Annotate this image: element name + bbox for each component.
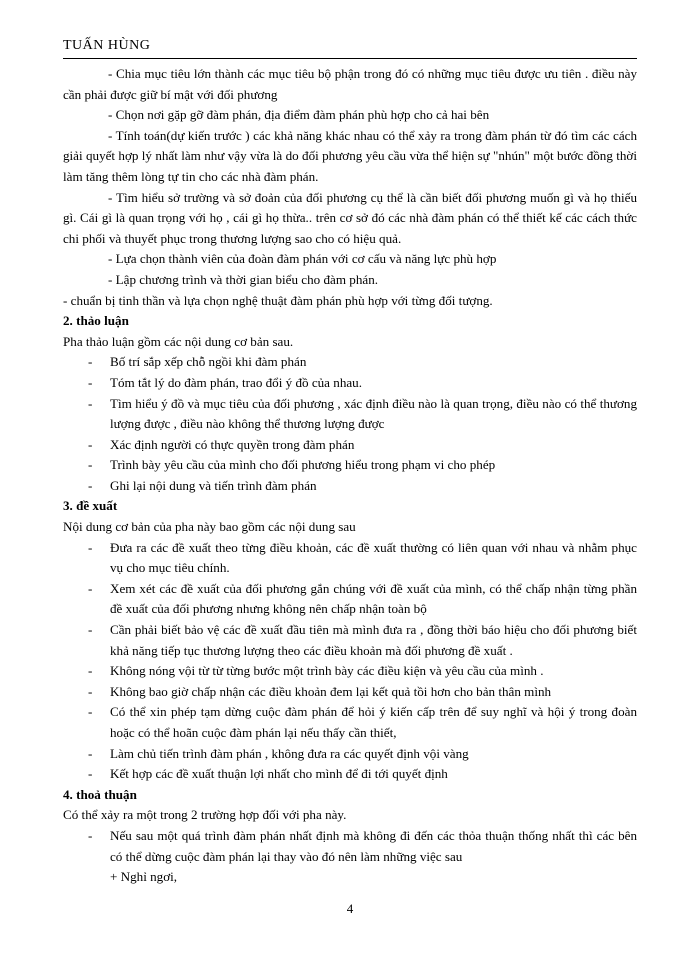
list-item — [63, 744, 637, 765]
list-item-text: Đưa ra các đề xuất theo từng điều khoản, các đề xuất thường có liên quan với nhau và nhằm phục vụ cho mục tiêu chính. — [110, 539, 637, 576]
sub-item — [63, 867, 637, 888]
intro-last-item: - chuẩn bị tinh thần và lựa chọn nghệ thuật đàm phán phù hợp với từng đối tượng. — [63, 292, 493, 308]
list-item-text: Trình bày yêu cầu của mình cho đối phương hiểu trong phạm vi cho phép — [110, 457, 496, 473]
list-item — [63, 476, 637, 497]
dash-marker: - — [88, 395, 93, 411]
section-list — [63, 826, 637, 888]
dash-marker: - — [88, 374, 93, 390]
list-item — [63, 682, 637, 703]
dash-marker: - — [88, 704, 93, 720]
list-item-text: Cần phải biết bảo vệ các đề xuất đầu tiên mà mình đưa ra , đồng thời báo hiệu cho đối phương biết khả năng tiếp tục thương lượng theo các điều khoản mà đối phương đề xuất . — [110, 622, 637, 658]
sub-item-text: + Nghỉ ngơi, — [110, 869, 178, 885]
list-item-text: Kết hợp các đề xuất thuận lợi nhất cho mình để đi tới quyết định — [110, 766, 448, 782]
dash-marker: - — [88, 477, 93, 493]
intro-item: - Tính toán(dự kiến trước ) các khả năng khác nhau có thể xảy ra trong đàm phán từ đó tìm các cách giải quyết hợp lý nhất làm như vậy vừa là do đối phương yêu cầu vừa thể hiện sự "nhún" một bước đồng thời làm tăng thêm lòng tự tin cho các nhà đàm phán. — [63, 127, 637, 184]
dash-marker: - — [88, 354, 93, 370]
dash-marker: - — [88, 766, 93, 782]
list-item — [63, 352, 637, 373]
section-heading: 3. đề xuất — [63, 498, 118, 514]
section-lead: Pha thảo luận gồm các nội dung cơ bản sau. — [63, 333, 294, 349]
list-item-text: Ghi lại nội dung và tiến trình đàm phán — [110, 477, 317, 493]
list-item — [63, 538, 637, 579]
list-item-text: Tìm hiểu ý đồ và mục tiêu của đối phương , xác định điều nào là quan trọng, điều nào có thể thương lượng được , điều nào không thể thương lượng được — [110, 395, 637, 432]
section-list — [63, 538, 637, 785]
header-divider — [63, 58, 637, 59]
list-item — [63, 435, 637, 456]
list-item — [63, 764, 637, 785]
list-item — [63, 394, 637, 435]
dash-marker: - — [88, 622, 93, 638]
list-item — [63, 702, 637, 743]
dash-marker: - — [88, 580, 93, 596]
section-lead: Nội dung cơ bản của pha này bao gồm các nội dung sau — [63, 519, 356, 535]
list-item-text: Xác định người có thực quyền trong đàm phán — [110, 436, 355, 452]
dash-marker: - — [88, 457, 93, 473]
page-header: TUẤN HÙNG — [63, 38, 151, 53]
list-item — [63, 455, 637, 476]
list-item-text: Không nóng vội từ từ từng bước một trình bày các điều kiện và yêu cầu của mình . — [110, 663, 544, 679]
section-list — [63, 352, 637, 496]
list-item — [63, 620, 637, 661]
list-item-text: Nếu sau một quá trình đàm phán nhất định mà không đi đến các thỏa thuận thống nhất thì các bên có thể dừng cuộc đàm phán lại thay vào đó nên làm những việc sau — [110, 827, 637, 864]
list-item — [63, 373, 637, 394]
list-item — [63, 826, 637, 867]
intro-item: - Lựa chọn thành viên của đoàn đàm phán với cơ cấu và năng lực phù hợp — [108, 251, 497, 267]
list-item-text: Tóm tắt lý do đàm phán, trao đổi ý đồ của nhau. — [110, 374, 362, 390]
list-item-text: Xem xét các đề xuất của đối phương gắn chúng với đề xuất của mình, có thể chấp nhận từng phần đề xuất của đối phương nhưng không nên chấp nhận toàn bộ — [110, 580, 637, 617]
dash-marker: - — [88, 663, 93, 679]
list-item-text: Có thể xin phép tạm dừng cuộc đàm phán để hỏi ý kiến cấp trên để suy nghĩ và hội ý trong đoàn hoặc có thể hoãn cuộc đàm phán lại nếu thấy cần thiết, — [110, 704, 637, 740]
dash-marker: - — [88, 436, 93, 452]
page-number: 4 — [346, 901, 354, 916]
page-content — [63, 64, 637, 888]
section-heading: 4. thoả thuận — [63, 786, 137, 802]
list-item-text: Làm chủ tiến trình đàm phán , không đưa ra các quyết định vội vàng — [110, 745, 469, 761]
section-heading: 2. thảo luận — [63, 313, 129, 329]
section-lead: Có thể xảy ra một trong 2 trường hợp đối với pha này. — [63, 807, 347, 823]
list-item-text: Bố trí sắp xếp chỗ ngồi khi đàm phán — [110, 354, 307, 370]
intro-item: - Tìm hiểu sở trường và sở đoản của đối phương cụ thể là cần biết đối phương muốn gì và họ thiếu gì. Cái gì là quan trọng với họ , cái gì họ thừa.. trên cơ sở đó các nhà đàm phán có thể thiết kế các cách thức chi phối và thuyết phục trong thương lượng sao cho có hiệu quả. — [63, 189, 637, 246]
list-item — [63, 661, 637, 682]
list-item-text: Không bao giờ chấp nhận các điều khoản đem lại kết quả tồi hơn cho bản thân mình — [110, 683, 552, 699]
dash-marker: - — [88, 745, 93, 761]
list-item — [63, 579, 637, 620]
intro-item: - Chọn nơi gặp gỡ đàm phán, địa điểm đàm phán phù hợp cho cả hai bên — [108, 107, 490, 123]
intro-item: - Lập chương trình và thời gian biểu cho đàm phán. — [108, 271, 379, 287]
dash-marker: - — [88, 827, 93, 843]
intro-item: - Chia mục tiêu lớn thành các mục tiêu bộ phận trong đó có những mục tiêu được ưu tiên . điều này cần phải được giữ bí mật với đối phương — [63, 66, 637, 102]
dash-marker: - — [88, 539, 93, 555]
dash-marker: - — [88, 683, 93, 699]
